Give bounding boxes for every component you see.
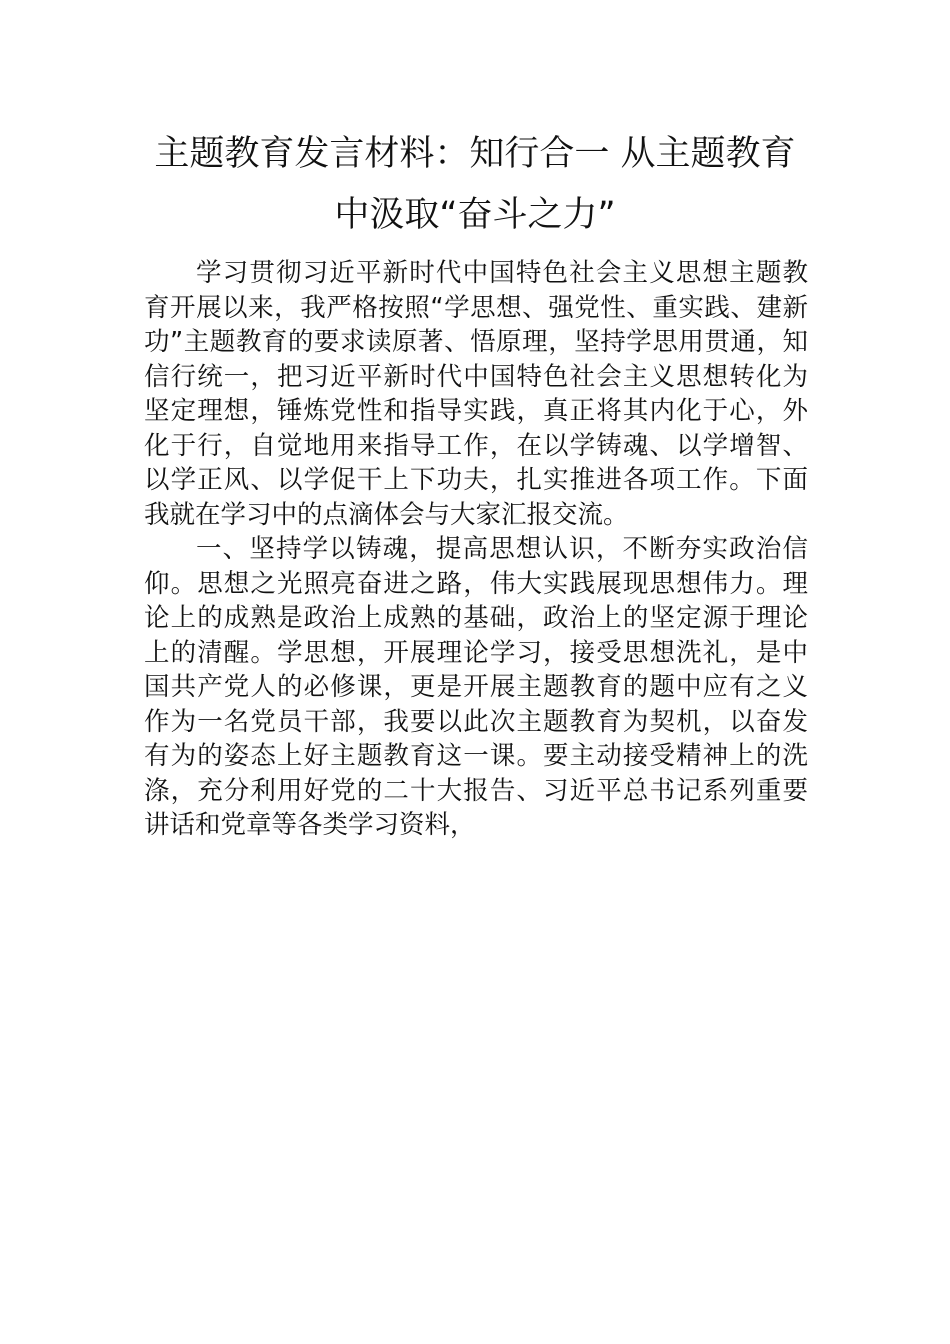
paragraph-line: 有为的姿态上好主题教育这一课。要主动接受精神上的洗	[144, 741, 808, 771]
paragraph-line: 上的清醒。学思想，开展理论学习，接受思想洗礼，是中	[144, 637, 808, 668]
document-body	[144, 256, 808, 843]
paragraph-line: 仰。思想之光照亮奋进之路，伟大实践展现思想伟力。理	[144, 568, 808, 599]
paragraph-line: 我就在学习中的点滴体会与大家汇报交流。	[144, 499, 629, 530]
paragraph-line: 讲话和党章等各类学习资料，	[144, 810, 476, 840]
paragraph-line: 信行统一，把习近平新时代中国特色社会主义思想转化为	[144, 361, 808, 392]
paragraph-line: 涤，充分利用好党的二十大报告、习近平总书记系列重要	[144, 775, 808, 806]
paragraph-line: 育开展以来，我严格按照“学思想、强党性、重实践、建新	[144, 292, 808, 323]
paragraph-line: 作为一名党员干部，我要以此次主题教育为契机，以奋发	[144, 706, 808, 737]
paragraph-line: 功”主题教育的要求读原著、悟原理，坚持学思用贯通，知	[144, 327, 808, 357]
paragraph-line: 以学正风、以学促干上下功夫，扎实推进各项工作。下面	[144, 465, 808, 495]
paragraph-line: 论上的成熟是政治上成熟的基础，政治上的坚定源于理论	[144, 603, 808, 633]
document-title-line-1: 主题教育发言材料：知行合一 从主题教育	[154, 134, 796, 174]
paragraph-line: 国共产党人的必修课，更是开展主题教育的题中应有之义	[144, 672, 808, 702]
paragraph-line: 学习贯彻习近平新时代中国特色社会主义思想主题教	[196, 258, 808, 288]
paragraph-2	[144, 532, 808, 843]
paragraph-line: 化于行，自觉地用来指导工作，在以学铸魂、以学增智、	[144, 430, 808, 461]
document-title-line-2: 中汲取“奋斗之力”	[334, 195, 616, 235]
paragraph-line: 一、坚持学以铸魂，提高思想认识，不断夯实政治信	[196, 534, 808, 564]
paragraph-1	[144, 256, 808, 532]
paragraph-line: 坚定理想，锤炼党性和指导实践，真正将其内化于心，外	[144, 396, 808, 426]
